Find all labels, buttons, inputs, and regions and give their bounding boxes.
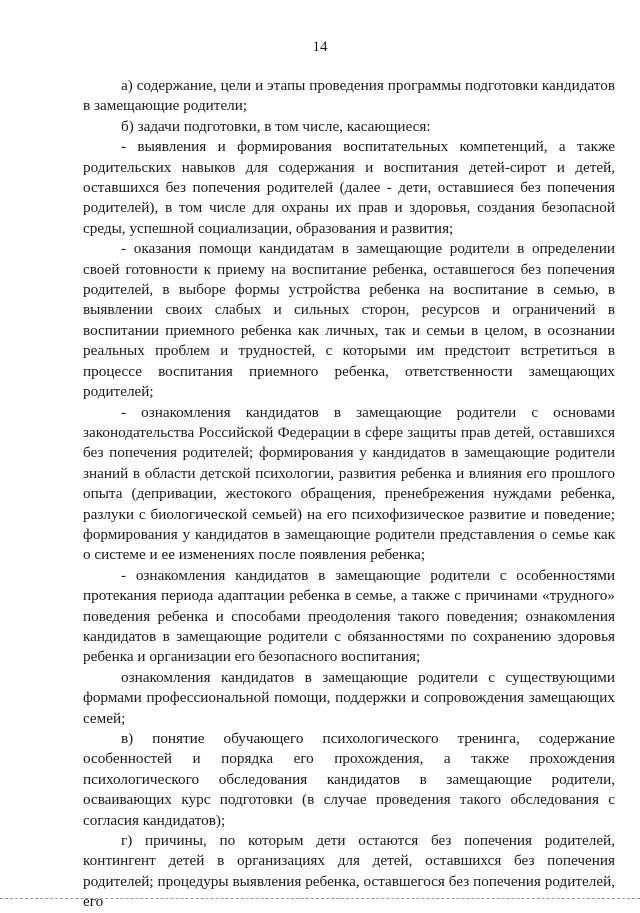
scan-bottom-edge [0, 898, 640, 899]
document-body [83, 76, 615, 913]
paragraph-adaptation: - ознакомления кандидатов в замещающие родители с особенностями протекания периода адаптации ребенка в семье, а также с причинами «трудного» поведения ребенка и способами преодоления такого поведения; ознакомления кандидатов в замещающие родители с обязанностями по сохранению здоровья ребенка и организации его безопасного воспитания; [83, 566, 615, 666]
paragraph-b-tasks: б) задачи подготовки, в том числе, касающиеся: [121, 117, 431, 135]
paragraph-v-training: в) понятие обучающего психологического тренинга, содержание особенностей и порядка его прохождения, а также прохождения психологического обследования кандидатов в замещающие родители, осваивающих курс подготовки (в случае проведения такого обследования с согласия кандидатов); [83, 730, 615, 829]
paragraph-professional-help: ознакомления кандидатов в замещающие родители с существующими формами профессиональной помощи, поддержки и сопровождения замещающих семей; [83, 668, 615, 727]
paragraph-assistance: - оказания помощи кандидатам в замещающие родители в определении своей готовности к приему на воспитание ребенка, оставшегося без попечения родителей, в выборе формы устройства ребенка на воспитание в семью, в выявлении своих слабых и сильных сторон, ресурсов и ограничений в воспитании приемного ребенка как личных, так и семьи в целом, в осознании реальных проблем и трудностей, с которыми им предстоит встретиться в процессе воспитания приемного ребенка, ответственности замещающих родителей; [83, 240, 615, 401]
page-number: 14 [312, 39, 328, 55]
paragraph-legislation: - ознакомления кандидатов в замещающие родители с основами законодательства Российской Федерации в сфере защиты прав детей, оставшихся без попечения родителей; формирования у кандидатов в замещающие родители знаний в области детской психологии, развития ребенка и влияния его прошлого опыта (депривации, жестокого обращения, пренебрежения нуждами ребенка, разлуки с биологической семьей) на его психофизическое развитие и поведение; формирования у кандидатов в замещающие родители представления о семье как о системе и ее изменениях после появления ребенка; [83, 403, 615, 564]
paragraph-a-content-goals: а) содержание, цели и этапы проведения программы подготовки кандидатов в замещающие родители; [83, 77, 615, 115]
paragraph-competencies: - выявления и формирования воспитательных компетенций, а также родительских навыков для содержания и воспитания детей-сирот и детей, оставшихся без попечения родителей (далее - дети, оставшиеся без попечения родителей), в том числе для охраны их прав и здоровья, создания безопасной среды, успешной социализации, образования и развития; [83, 138, 615, 237]
paragraph-g-reasons: г) причины, по которым дети остаются без попечения родителей, контингент детей в организациях для детей, оставшихся без попечения родителей; процедуры выявления ребенка, оставшегося без попечения родителей, его [83, 832, 615, 911]
